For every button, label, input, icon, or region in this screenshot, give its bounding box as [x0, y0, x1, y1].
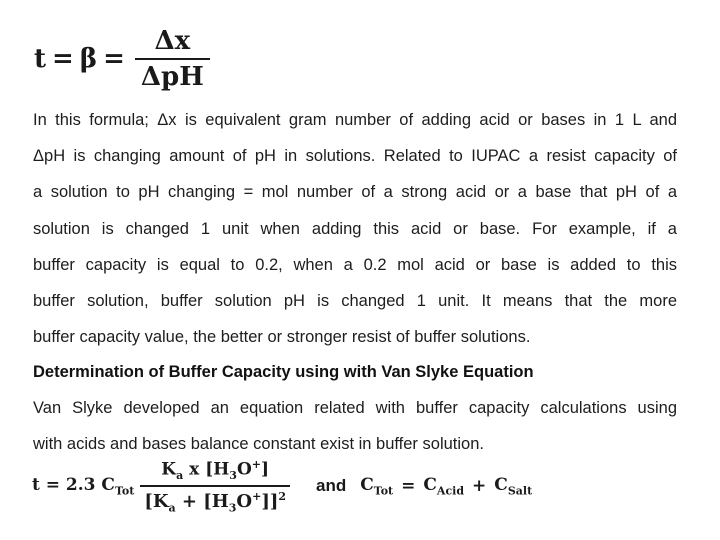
vs-lhs: t = 2.3 $C_{Tot}$ — [32, 475, 135, 498]
formula-equals: = — [52, 44, 74, 74]
formula-buffer-capacity — [34, 26, 210, 92]
paragraph-line: ΔpH is changing amount of pH in solutions. Related to IUPAC a resist capacity of — [33, 147, 677, 166]
vs-denominator: $[K_a + [H_3O^+]]^2$ — [144, 490, 287, 515]
fraction-numerator: Δx — [154, 26, 191, 56]
vs-and: and — [316, 476, 347, 496]
van-slyke-paragraph — [33, 390, 677, 462]
paragraph-line: In this formula; Δx is equivalent gram number of adding acid or bases in 1 L and — [33, 111, 677, 129]
formula-equals-2: = — [103, 44, 125, 74]
vs-cacid: $C_{Acid}$ — [423, 475, 465, 498]
paragraph-line: buffer solution, buffer solution pH is changed 1 unit. It means that the more — [33, 292, 677, 311]
paragraph-line: buffer capacity value, the better or stronger resist of buffer solutions. — [33, 328, 531, 347]
vs-fraction — [140, 458, 290, 515]
fraction-denominator: ΔpH — [140, 62, 204, 92]
paragraph-line: a solution to pH changing = mol number of a strong acid or a base that pH of a — [33, 183, 677, 202]
explanation-paragraph — [33, 102, 677, 355]
vs-csalt: $C_{Salt}$ — [494, 475, 533, 498]
formula-lhs: t — [34, 44, 47, 74]
vs-numerator: $K_a$ x $[H_3O^+]$ — [161, 458, 270, 483]
formula-fraction — [135, 26, 210, 92]
vs-ctot: $C_{Tot}$ — [360, 475, 394, 498]
paragraph-line: with acids and bases balance constant exist in buffer solution. — [33, 435, 484, 454]
paragraph-line: buffer capacity is equal to 0.2, when a 0.2 mol acid or base is added to this — [33, 255, 677, 274]
paragraph-line: solution is changed 1 unit when adding this acid or base. For example, if a — [33, 219, 677, 238]
paragraph-line: Van Slyke developed an equation related with buffer capacity calculations using — [33, 399, 677, 417]
formula-van-slyke — [32, 458, 532, 515]
vs-equals: = — [401, 476, 416, 497]
formula-beta: β — [79, 44, 98, 74]
vs-plus: + — [472, 476, 487, 497]
section-heading: Determination of Buffer Capacity using with Van Slyke Equation — [33, 363, 534, 381]
